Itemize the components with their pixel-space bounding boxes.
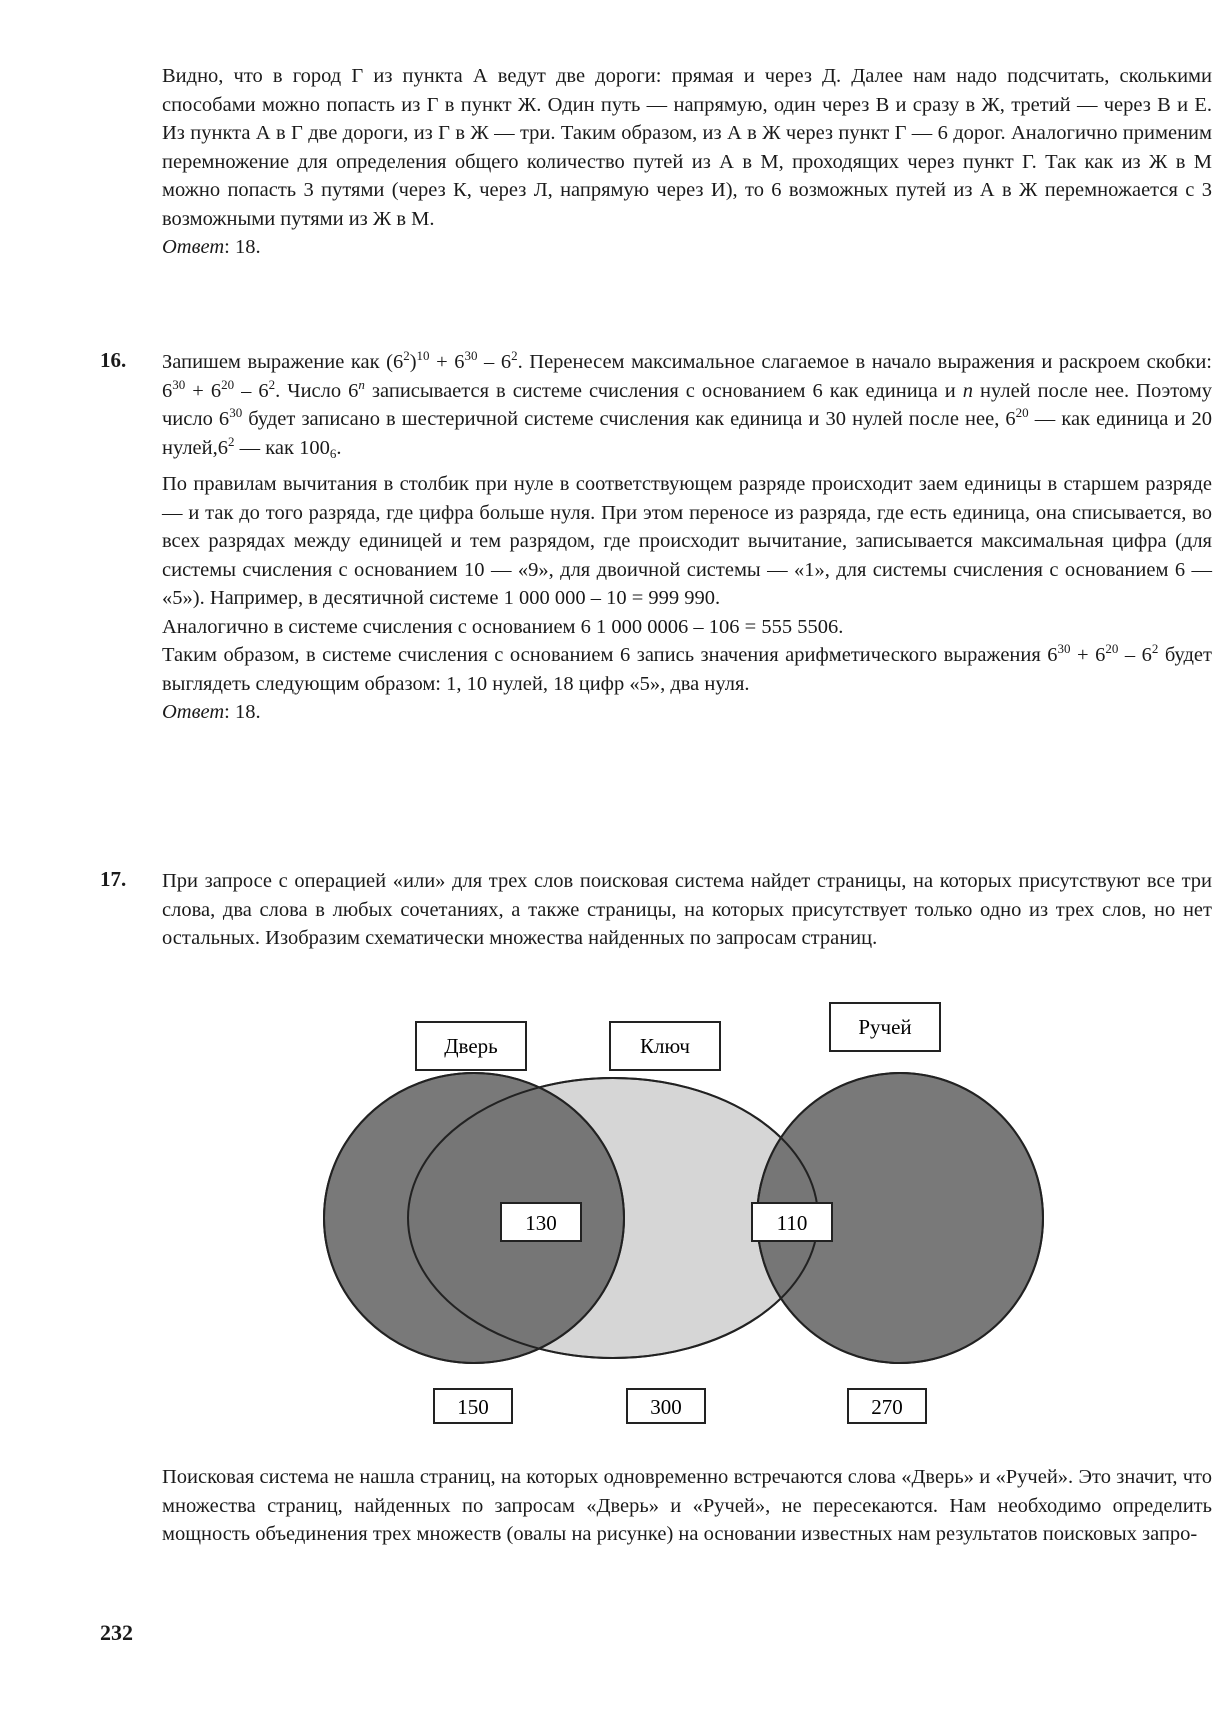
label-klyuch [610,1022,720,1070]
svg-text:Ключ: Ключ [640,1034,690,1058]
task17-number: 17. [100,867,127,891]
task16-paragraph4: Таким образом, в системе счисления с основанием 6 запись значения арифметического выражения $6^{30} + 6^{20} - 6^2$ будет выглядеть следующим образом: 1, 10 нулей, 18 цифр «5», два нуля. [162,641,1212,695]
task15-paragraph: Видно, что в город Г из пункта А ведут две дороги: прямая и через Д. Далее нам надо подсчитать, сколькими способами можно попасть из Г в пункт Ж. Один путь — напрямую, один через В и сразу в Ж, третий — через В и Е. Из пункта А в Г две дороги, из Г в Ж — три. Таким образом, из А в Ж через пункт Г — 6 дорог. Аналогично применим перемножение для определения общего количество путей из А в М, проходящих через пункт Г. Так как из Ж в М можно попасть 3 путями (через К, через Л, напрямую через И), то 6 возможных путей из А в Ж перемножается с 3 возможными путями из Ж в М. [162,65,1212,230]
answer-label: Ответ [162,236,225,258]
page-number: 232 [100,1620,133,1645]
overlap-dver-klyuch [501,1203,581,1241]
answer-label: Ответ [162,701,225,723]
svg-text:Ручей: Ручей [858,1015,912,1039]
value-ruchey [848,1389,926,1423]
task16-paragraph3: Аналогично в системе счисления с основанием 6 1 000 0006 – 106 = 555 5506. [162,615,844,638]
answer-value: : 18. [224,701,261,723]
answer-value: : 18. [224,236,261,258]
svg-text:150: 150 [457,1395,489,1419]
svg-text:110: 110 [776,1211,808,1235]
task16-number: 16. [100,348,127,372]
overlap-klyuch-ruchey [752,1203,832,1241]
value-klyuch [627,1389,705,1423]
label-dver [416,1022,526,1070]
task16-paragraph1: Запишем выражение как $(6^2)^{10} + 6^{30} - 6^2$. Перенесем максимальное слагаемое в начало выражения и раскроем скобки: $6^{30} + 6^{20} - 6^2$. Число 6$^n$ записывается в системе счисления с основанием 6 как единица и n нулей после нее. Поэтому число $6^{30}$ будет записано в шестеричной системе счисления как единица и 30 нулей после нее, $6^{20}$ — как единица и 20 $нулей,6^2$ — как $100_6$. [162,348,1213,461]
task17-after-diagram: Поисковая система не нашла страниц, на которых одновременно встречаются слова «Дверь» и «Ручей». Это значит, что множества страниц, найденных по запросам «Дверь» и «Ручей», не пересекаются. Нам необходимо определить мощность объединения трех множеств (овалы на рисунке) на основании известных нам результатов поисковых запро- [162,1466,1212,1545]
label-ruchey [830,1003,940,1051]
task16-paragraph2: По правилам вычитания в столбик при нуле в соответствующем разряде происходит заем единицы в старшем разряде — и так до того разряда, где цифра больше нуля. При этом переносе из разряда, где есть единица, она списывается, во всех разрядах между единицей и тем разрядом, где происходит вычитание, записывается максимальная цифра (для системы счисления с основанием 10 — «9», для двоичной системы — «1», для системы счисления с основанием 6 — «5»). Например, в десятичной системе 1 000 000 – 10 = 999 990. [162,473,1212,609]
svg-text:Дверь: Дверь [444,1034,498,1058]
task17-intro: При запросе с операцией «или» для трех слов поисковая система найдет страницы, на которых присутствуют все три слова, два слова в любых сочетаниях, а также страницы, на которых присутствует только одно из трех слов, но нет остальных. Изобразим схематически множества найденных по запросам страниц. [162,870,1212,949]
svg-text:270: 270 [871,1395,903,1419]
svg-text:300: 300 [650,1395,682,1419]
value-dver [434,1389,512,1423]
svg-text:130: 130 [525,1211,557,1235]
venn-sets [324,1073,1043,1363]
